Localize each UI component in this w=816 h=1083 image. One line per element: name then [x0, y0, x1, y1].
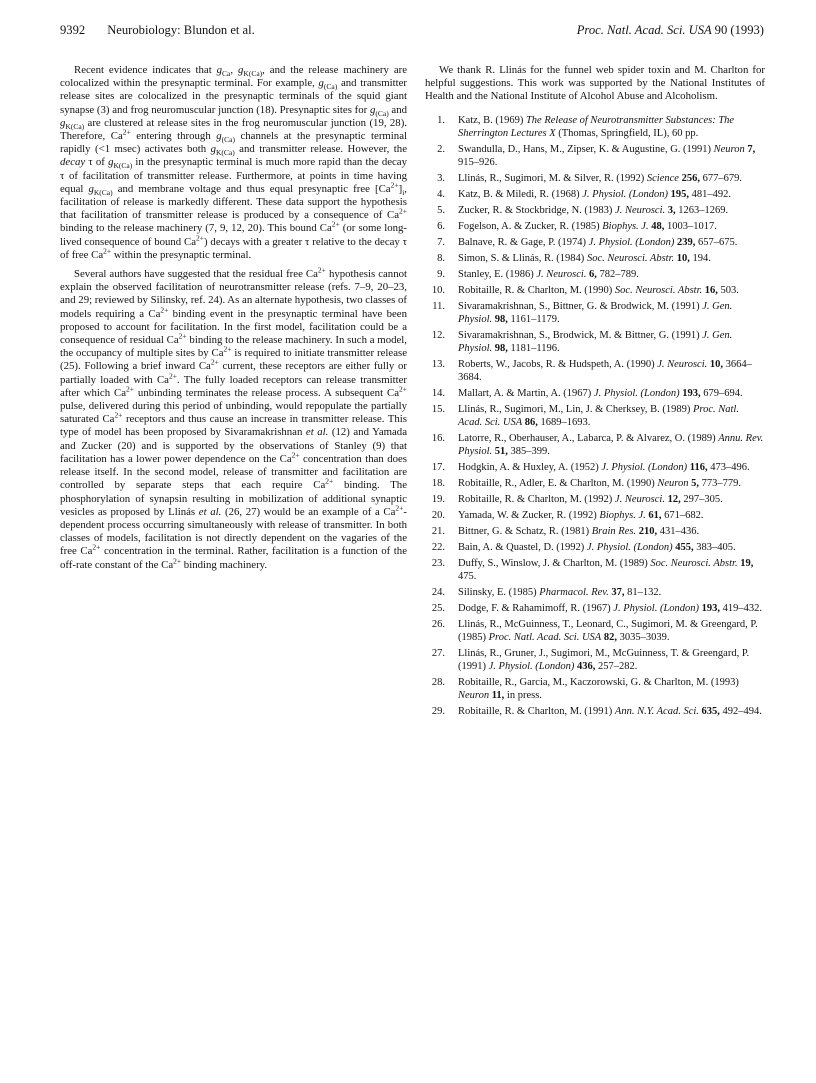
reference-item: [425, 618, 765, 644]
reference-item: [425, 329, 765, 355]
reference-item: [425, 236, 765, 249]
reference-item: [425, 461, 765, 474]
reference-citation: Robitaille, R. & Charlton, M. (1991) Ann. N.Y. Acad. Sci. 635, 492–494.: [458, 705, 762, 717]
reference-citation: Llinás, R., Sugimori, M., Lin, J. & Cherksey, B. (1989) Proc. Natl. Acad. Sci. USA 86, 1689–1693.: [458, 403, 739, 428]
reference-citation: Katz, B. & Miledi, R. (1968) J. Physiol. (London) 195, 481–492.: [458, 188, 731, 200]
reference-item: [425, 493, 765, 506]
reference-item: [425, 204, 765, 217]
reference-citation: Sivaramakrishnan, S., Brodwick, M. & Bittner, G. (1991) J. Gen. Physiol. 98, 1181–1196.: [458, 329, 733, 354]
reference-citation: Bain, A. & Quastel, D. (1992) J. Physiol. (London) 455, 383–405.: [458, 541, 736, 553]
reference-item: [425, 647, 765, 673]
reference-citation: Latorre, R., Oberhauser, A., Labarca, P. & Alvarez, O. (1989) Annu. Rev. Physiol. 51, 385–399.: [458, 432, 764, 457]
acknowledgment: We thank R. Llinás for the funnel web spider toxin and M. Charlton for helpful suggestions. This work was supported by the National Institutes of Health and the National Institute of Alcohol Abuse and Alcoholism.: [425, 64, 765, 103]
reference-item: [425, 477, 765, 490]
reference-number: 21.: [431, 525, 445, 537]
reference-item: [425, 387, 765, 400]
reference-citation: Fogelson, A. & Zucker, R. (1985) Biophys. J. 48, 1003–1017.: [458, 220, 717, 232]
reference-item: [425, 676, 765, 702]
reference-item: [425, 300, 765, 326]
reference-number: 24.: [431, 586, 445, 598]
reference-citation: Swandulla, D., Hans, M., Zipser, K. & Augustine, G. (1991) Neuron 7, 915–926.: [458, 143, 756, 168]
section-author-line: Neurobiology: Blundon et al.: [107, 23, 255, 37]
body-paragraph: Recent evidence indicates that $g_{Ca}$, $g_{K(Ca)}$, and the release machinery are colocalized within the presynaptic terminal. For example, $g_{(Ca)}$ and transmitter release sites are colocalized in the presynaptic terminals of the squid giant synapse (3) and frog neuromuscular junction (18). Presynaptic sites for $g_{(Ca)}$ and $g_{K(Ca)}$ are clustered at release sites in the frog neuromuscular junction (19, 28). Therefore, $Ca^{2+}$ entering through $g_{(Ca)}$ channels at the presynaptic terminal rapidly (<1 msec) activates both $g_{K(Ca)}$ and transmitter release. However, the decay τ of $g_{K(Ca)}$ in the presynaptic terminal is much more rapid than the decay τ of facilitation of transmitter release. Furthermore, at points in time having equal $g_{K(Ca)}$ and membrane voltage and thus equal presynaptic free $[Ca^{2+}]_i$, facilitation of release is markedly different. These data support the hypothesis that facilitation of transmitter release is produced by a consequence of $Ca^{2+}$ binding to the release machinery (7, 9, 12, 20). This bound $Ca^{2+}$ (or some long-lived consequence of bound $Ca^{2+}$) decays with a greater τ relative to the decay τ of free $Ca^{2+}$ within the presynaptic terminal.: [60, 64, 408, 261]
running-head-left: [60, 20, 255, 40]
running-head: [60, 20, 764, 40]
reference-number: 4.: [437, 188, 445, 200]
reference-citation: Silinsky, E. (1985) Pharmacol. Rev. 37, 81–132.: [458, 586, 662, 598]
reference-citation: Duffy, S., Winslow, J. & Charlton, M. (1989) Soc. Neurosci. Abstr. 19, 475.: [458, 557, 754, 582]
reference-item: [425, 220, 765, 233]
reference-number: 26.: [431, 618, 445, 630]
reference-number: 6.: [437, 220, 445, 232]
reference-citation: Robitaille, R. & Charlton, M. (1990) Soc. Neurosci. Abstr. 16, 503.: [458, 284, 739, 296]
reference-number: 13.: [431, 358, 445, 370]
body-paragraph: Several authors have suggested that the residual free $Ca^{2+}$ hypothesis cannot explain the observed facilitation of neurotransmitter release (refs. 7–9, 20–23, and 29; reviewed by Silinsky, ref. 24). As an alternate hypothesis, two classes of models requiring a $Ca^{2+}$ binding event in the presynaptic terminal have been proposed to account for facilitation. In the first model, facilitation could be a consequence of residual $Ca^{2+}$ binding to the release machinery. In such a model, the occupancy of multiple sites by $Ca^{2+}$ is required to initiate transmitter release (25). Following a brief inward $Ca^{2+}$ current, these receptors are either fully or partially loaded with $Ca^{2+}$. The fully loaded receptors can release transmitter after which $Ca^{2+}$ unbinding terminates the release process. A subsequent $Ca^{2+}$ pulse, delivered during this period of unbinding, would repopulate the partially saturated $Ca^{2+}$ receptors and thus cause an increase in transmitter release. This type of model has been proposed by Sivaramakrishnan et al. (12) and Yamada and Zucker (20) and is supported by the observations of Stanley (9) that facilitation has a lower power dependence on the $Ca^{2+}$ concentration than does release itself. In the second model, release of transmitter and facilitation are controlled by separate steps that each require $Ca^{2+}$ binding. The phosphorylation of synapsin resulting in mobilization of additional synaptic vesicles as proposed by Llinás et al. (26, 27) would be an example of a $Ca^{2+}$-dependent process occurring simultaneously with release of transmitter. In both classes of models, facilitation is not directly dependent on the vagaries of the free $Ca^{2+}$ concentration in the terminal. Rather, facilitation is a function of the off-rate constant of the $Ca^{2+}$ binding machinery.: [60, 265, 407, 571]
reference-item: [425, 602, 765, 615]
reference-number: 14.: [431, 387, 445, 399]
reference-item: [425, 541, 765, 554]
reference-list: [425, 114, 765, 718]
reference-item: [425, 509, 765, 522]
reference-number: 18.: [431, 477, 445, 489]
reference-citation: Dodge, F. & Rahamimoff, R. (1967) J. Physiol. (London) 193, 419–432.: [458, 602, 763, 614]
reference-item: [425, 188, 765, 201]
reference-citation: Roberts, W., Jacobs, R. & Hudspeth, A. (1990) J. Neurosci. 10, 3664–3684.: [458, 358, 752, 383]
reference-number: 7.: [437, 236, 445, 248]
reference-number: 3.: [437, 172, 445, 184]
reference-number: 8.: [437, 252, 445, 264]
reference-item: [425, 557, 765, 583]
reference-number: 29.: [431, 705, 445, 717]
reference-number: 25.: [431, 602, 445, 614]
page-number: 9392: [60, 23, 86, 37]
reference-citation: Balnave, R. & Gage, P. (1974) J. Physiol. (London) 239, 657–675.: [458, 236, 738, 248]
reference-item: [425, 403, 765, 429]
reference-item: [425, 525, 765, 538]
reference-number: 1.: [437, 114, 445, 126]
reference-number: 5.: [437, 204, 445, 216]
reference-item: [425, 705, 765, 718]
running-head-right: [577, 20, 764, 40]
reference-number: 15.: [431, 403, 445, 415]
reference-citation: Robitaille, R. & Charlton, M. (1992) J. Neurosci. 12, 297–305.: [458, 493, 723, 505]
reference-item: [425, 268, 765, 281]
reference-number: 19.: [431, 493, 445, 505]
reference-citation: Llinás, R., Gruner, J., Sugimori, M., McGuinness, T. & Greengard, P. (1991) J. Physiol. (London) 436, 257–282.: [458, 647, 750, 672]
reference-citation: Katz, B. (1969) The Release of Neurotransmitter Substances: The Sherrington Lectures X (Thomas, Springfield, IL), 60 pp.: [458, 114, 735, 139]
reference-citation: Stanley, E. (1986) J. Neurosci. 6, 782–789.: [458, 268, 639, 280]
reference-item: [425, 252, 765, 265]
reference-citation: Llinás, R., Sugimori, M. & Silver, R. (1992) Science 256, 677–679.: [458, 172, 742, 184]
reference-number: 12.: [431, 329, 445, 341]
reference-citation: Robitaille, R., Garcia, M., Kaczorowski, G. & Charlton, M. (1993) Neuron 11, in press.: [458, 676, 739, 701]
reference-item: [425, 586, 765, 599]
right-column: [425, 64, 765, 721]
reference-item: [425, 172, 765, 185]
reference-number: 22.: [431, 541, 445, 553]
reference-number: 28.: [431, 676, 445, 688]
reference-citation: Mallart, A. & Martin, A. (1967) J. Physiol. (London) 193, 679–694.: [458, 387, 743, 399]
reference-citation: Hodgkin, A. & Huxley, A. (1952) J. Physiol. (London) 116, 473–496.: [458, 461, 750, 473]
reference-number: 20.: [431, 509, 445, 521]
reference-citation: Sivaramakrishnan, S., Bittner, G. & Brodwick, M. (1991) J. Gen. Physiol. 98, 1161–1179.: [458, 300, 733, 325]
reference-citation: Zucker, R. & Stockbridge, N. (1983) J. Neurosci. 3, 1263–1269.: [458, 204, 729, 216]
reference-number: 10.: [431, 284, 445, 296]
reference-item: [425, 284, 765, 297]
reference-item: [425, 114, 765, 140]
reference-number: 2.: [437, 143, 445, 155]
reference-item: [425, 432, 765, 458]
reference-item: [425, 358, 765, 384]
reference-number: 16.: [431, 432, 445, 444]
reference-citation: Bittner, G. & Schatz, R. (1981) Brain Res. 210, 431–436.: [458, 525, 700, 537]
reference-number: 27.: [431, 647, 445, 659]
reference-number: 17.: [431, 461, 445, 473]
left-column: [60, 64, 407, 578]
journal-volume-year: 90 (1993): [714, 23, 764, 37]
journal-name: Proc. Natl. Acad. Sci. USA: [576, 23, 712, 37]
reference-citation: Robitaille, R., Adler, E. & Charlton, M. (1990) Neuron 5, 773–779.: [458, 477, 741, 489]
reference-number: 9.: [437, 268, 445, 280]
reference-citation: Llinás, R., McGuinness, T., Leonard, C., Sugimori, M. & Greengard, P. (1985) Proc. Natl. Acad. Sci. USA 82, 3035–3039.: [458, 618, 758, 643]
reference-citation: Simon, S. & Llinás, R. (1984) Soc. Neurosci. Abstr. 10, 194.: [458, 252, 711, 264]
reference-item: [425, 143, 765, 169]
reference-number: 11.: [432, 300, 445, 312]
reference-number: 23.: [431, 557, 445, 569]
reference-citation: Yamada, W. & Zucker, R. (1992) Biophys. J. 61, 671–682.: [458, 509, 704, 521]
